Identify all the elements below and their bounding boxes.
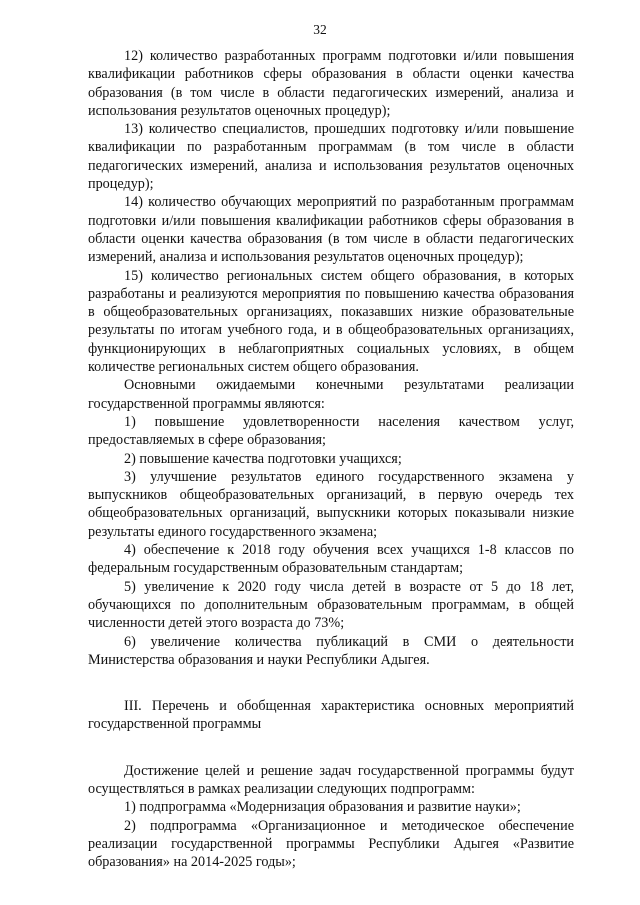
section-heading: III. Перечень и обобщенная характеристика основных мероприятий государственной программы <box>88 698 574 733</box>
result-item-2: 2) повышение качества подготовки учащихся; <box>124 450 402 467</box>
page-number: 32 <box>313 22 327 37</box>
subprogram-item-2: 2) подпрограмма «Организационное и методическое обеспечение реализации государственной программы Республики Адыгея «Развитие образования» на 2014-2025 годы»; <box>88 817 574 871</box>
list-item-14: 14) количество обучающих мероприятий по разработанным программам подготовки и/или повышения квалификации работников сферы образования в области оценки качества образования (в том числе в области педагогических измерений, анализа и использования результатов оценочных процедур); <box>88 194 574 266</box>
result-item-3: 3) улучшение результатов единого государственного экзамена у выпускников общеобразовательных организаций, в первую очередь тех общеобразовательных организаций, выпускники которых показывали низкие результаты единого государственного экзамена; <box>88 468 574 540</box>
result-item-1: 1) повышение удовлетворенности населения качеством услуг, предоставляемых в сфере образования; <box>88 413 574 449</box>
document-body <box>88 47 574 871</box>
results-intro: Основными ожидаемыми конечными результатами реализации государственной программы являются: <box>88 377 574 412</box>
list-item-13: 13) количество специалистов, прошедших подготовку и/или повышение квалификации по разработанным программам (в том числе в области педагогических измерений, анализа и использования результатов оценочных процедур); <box>88 121 574 193</box>
list-item-15: 15) количество региональных систем общего образования, в которых разработаны и реализуются мероприятия по повышению качества образования в общеобразовательных организациях, показавших низкие образовательные результаты по итогам учебного года, и в общеобразовательных организациях, функционирующих в неблагоприятных социальных условиях, в общем количестве региональных систем общего образования. <box>88 267 574 376</box>
section-intro: Достижение целей и решение задач государственной программы будут осуществляться в рамках реализации следующих подпрограмм: <box>88 762 574 797</box>
subprogram-item-1: 1) подпрограмма «Модернизация образования и развитие науки»; <box>124 799 521 816</box>
result-item-6: 6) увеличение количества публикаций в СМИ о деятельности Министерства образования и науки Республики Адыгея. <box>88 633 574 668</box>
list-item-12: 12) количество разработанных программ подготовки и/или повышения квалификации работников сферы образования в области оценки качества образования (в том числе в области педагогических измерений, анализа и использования результатов оценочных процедур); <box>88 48 574 119</box>
result-item-4: 4) обеспечение к 2018 году обучения всех учащихся 1-8 классов по федеральным государственным образовательным стандартам; <box>88 542 574 577</box>
result-item-5: 5) увеличение к 2020 году числа детей в возрасте от 5 до 18 лет, обучающихся по дополнительным образовательным программам, в общей численности детей этого возраста до 73%; <box>88 578 574 632</box>
